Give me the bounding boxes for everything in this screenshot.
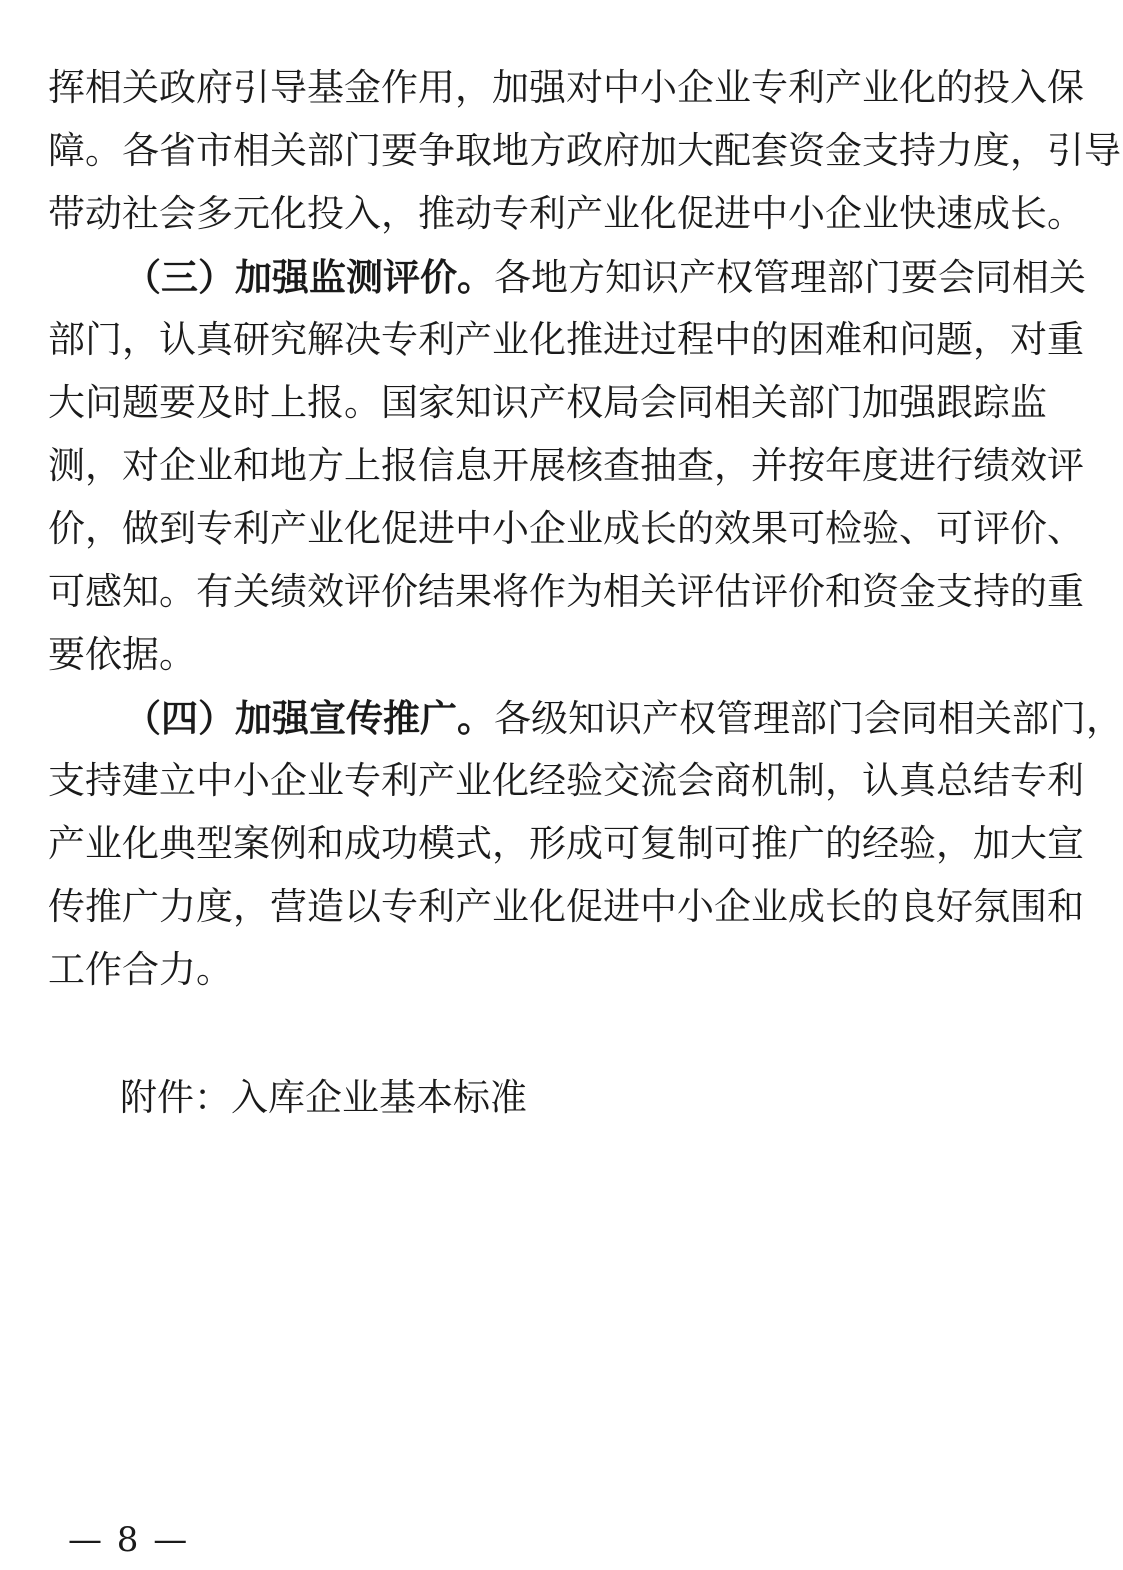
section-3-first-line [124, 245, 1086, 309]
body-line: 部门，认真研究解决专利产业化推进过程中的困难和问题，对重 [48, 318, 1084, 361]
body-line: 工作合力。 [48, 948, 233, 991]
body-line: 测，对企业和地方上报信息开展核查抽查，并按年度进行绩效评 [48, 444, 1084, 487]
body-line: 障。各省市相关部门要争取地方政府加大配套资金支持力度，引导 [48, 129, 1121, 172]
section-4-heading: （四）加强宣传推广。 [124, 696, 494, 740]
body-line: 挥相关政府引导基金作用，加强对中小企业专利产业化的投入保 [48, 66, 1084, 109]
body-text: 各级知识产权管理部门会同相关部门， [494, 697, 1123, 740]
page-number: — 8 — [68, 1520, 190, 1560]
section-4-first-line [124, 686, 1123, 750]
body-line: 价，做到专利产业化促进中小企业成长的效果可检验、可评价、 [48, 507, 1084, 550]
body-line: 产业化典型案例和成功模式，形成可复制可推广的经验，加大宣 [48, 822, 1084, 865]
body-line: 要依据。 [48, 633, 196, 676]
body-line: 可感知。有关绩效评价结果将作为相关评估评价和资金支持的重 [48, 570, 1084, 613]
body-line: 大问题要及时上报。国家知识产权局会同相关部门加强跟踪监 [48, 381, 1047, 424]
attachment-note: 附件：入库企业基本标准 [120, 1076, 527, 1119]
body-line: 带动社会多元化投入，推动专利产业化促进中小企业快速成长。 [48, 192, 1084, 235]
body-line: 支持建立中小企业专利产业化经验交流会商机制，认真总结专利 [48, 759, 1084, 802]
section-3-heading: （三）加强监测评价。 [124, 255, 494, 299]
body-line: 传推广力度，营造以专利产业化促进中小企业成长的良好氛围和 [48, 885, 1084, 928]
body-text: 各地方知识产权管理部门要会同相关 [494, 256, 1086, 299]
